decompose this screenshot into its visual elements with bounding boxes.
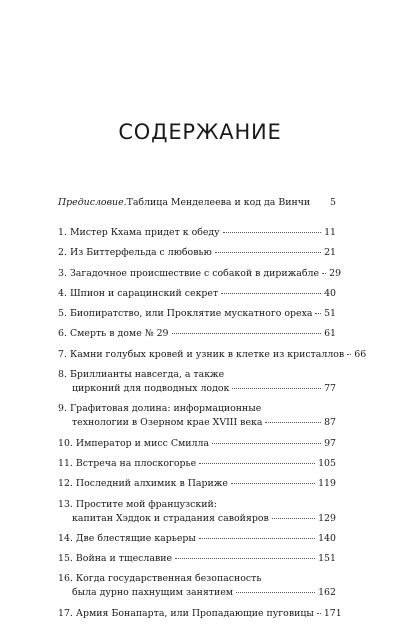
toc-entry-number: 11.	[58, 457, 73, 469]
toc-entry-number: 14.	[58, 532, 73, 544]
toc-entry-page: 87	[324, 417, 336, 429]
toc-entry-title: Загадочное происшествие с собакой в дирижабле	[69, 267, 320, 279]
toc-entry-page: 151	[318, 553, 336, 565]
toc-entry-line	[58, 267, 342, 281]
toc-entry-page: 11	[324, 227, 336, 238]
toc-entry-page: 171	[323, 607, 342, 619]
toc-entry-number: 7.	[58, 348, 67, 360]
dot-leader	[232, 388, 321, 389]
toc-entry-number: 3.	[58, 267, 67, 279]
toc-entry-page: 51	[324, 308, 336, 320]
toc-entry-title: Простите мой французский:	[75, 498, 217, 510]
dot-leader	[317, 613, 321, 614]
toc-entry-title: была дурно пахнущим занятием	[72, 587, 234, 599]
toc-entry-title: Армия Бонапарта, или Пропадающие пуговицы	[75, 607, 314, 619]
toc-entry-page: 129	[318, 512, 336, 524]
toc-entry-line	[58, 498, 336, 512]
preface-page: 5	[330, 197, 336, 208]
toc-entry	[58, 457, 336, 471]
preface-title: Таблица Менделеева и код да Винчи	[126, 197, 311, 208]
toc-preface	[58, 196, 336, 210]
toc-entry-line	[58, 477, 336, 491]
toc-entry-page: 162	[318, 587, 336, 599]
dot-leader	[212, 443, 321, 444]
toc-entry	[58, 246, 336, 260]
toc-entry-line	[58, 572, 336, 586]
toc-entry-line	[58, 607, 342, 621]
toc-entry-number: 4.	[58, 287, 67, 299]
toc-entry-number: 13.	[58, 498, 73, 510]
toc-entry-number: 1.	[58, 227, 67, 238]
toc-entry-number: 5.	[58, 308, 67, 320]
toc-list	[58, 226, 367, 627]
dot-leader	[265, 422, 321, 423]
toc-entry-line	[58, 437, 336, 451]
toc-entry	[58, 327, 336, 341]
toc-entry-title: Камни голубых кровей и узник в клетке из кристаллов	[69, 348, 345, 360]
dot-leader	[175, 558, 315, 559]
toc-entry	[58, 267, 342, 281]
toc-entry	[58, 477, 336, 491]
toc-entry-title: Война и тщеславие	[75, 553, 173, 565]
toc-entry-page: 119	[318, 478, 336, 490]
toc-entry-page: 29	[329, 267, 342, 279]
toc-entry	[58, 307, 336, 321]
toc-entry-page: 105	[318, 457, 336, 469]
toc-entry-number: 2.	[58, 247, 67, 259]
dot-leader	[215, 252, 321, 253]
toc-entry-title: Две блестящие карьеры	[75, 532, 196, 544]
toc-entry-line	[58, 382, 336, 396]
toc-entry-line	[58, 348, 367, 362]
toc-entry	[58, 532, 336, 546]
dot-leader	[347, 354, 351, 355]
toc-entry-title: Шпион и сарацинский секрет	[69, 287, 219, 299]
toc-entry-page: 140	[318, 532, 336, 544]
toc-entry-number: 10.	[58, 437, 73, 449]
toc-entry-line	[58, 586, 336, 600]
toc-entry-page: 21	[324, 247, 336, 259]
toc-entry-page: 40	[324, 287, 336, 299]
dot-leader	[199, 463, 315, 464]
toc-entry-title: Мистер Кхама придет к обеду	[69, 227, 220, 238]
toc-entry-number: 17.	[58, 607, 73, 619]
toc-entry-title: Император и мисс Смилла	[75, 437, 210, 449]
toc-entry	[58, 607, 342, 621]
toc-entry-title: Биопиратство, или Проклятие мускатного ореха	[69, 308, 313, 320]
dot-leader	[236, 592, 315, 593]
toc-entry	[58, 572, 336, 600]
toc-entry-title: Последний алхимик в Париже	[75, 478, 228, 490]
toc-entry-title: технологии в Озерном крае XVIII века	[72, 417, 263, 429]
toc-entry-title: цирконий для подводных лодок	[72, 383, 230, 395]
toc-entry-line	[58, 532, 336, 546]
page-title: СОДЕРЖАНИЕ	[118, 120, 282, 144]
toc-entry	[58, 368, 336, 396]
dot-leader	[231, 483, 315, 484]
preface-label: Предисловие.	[58, 197, 127, 208]
toc-entry-line	[58, 327, 336, 341]
toc-entry-line	[58, 246, 336, 260]
toc-entry-number: 15.	[58, 553, 73, 565]
toc-entry-line	[58, 457, 336, 471]
dot-leader	[322, 273, 326, 274]
dot-leader	[172, 333, 322, 334]
toc-entry-line	[58, 416, 336, 430]
toc-entry-page: 77	[324, 383, 336, 395]
dot-leader	[272, 518, 315, 519]
toc-entry	[58, 348, 367, 362]
toc-entry-page: 66	[354, 348, 367, 360]
toc-entry-title: Бриллианты навсегда, а также	[69, 369, 225, 381]
toc-entry	[58, 287, 336, 301]
toc-entry	[58, 552, 336, 566]
dot-leader	[315, 313, 321, 314]
toc-entry	[58, 402, 336, 430]
toc-entry-number: 8.	[58, 369, 67, 381]
dot-leader	[221, 293, 321, 294]
toc-entry-number: 9.	[58, 403, 67, 415]
toc-entry-line	[58, 307, 336, 321]
toc-entry-line	[58, 368, 336, 382]
dot-leader	[199, 538, 315, 539]
toc-entry-title: Смерть в доме № 29	[69, 328, 169, 340]
toc-entry-line	[58, 226, 336, 240]
toc-entry-line	[58, 402, 336, 416]
toc-entry-line	[58, 287, 336, 301]
toc-entry-title: капитан Хэддок и страдания савойяров	[72, 512, 269, 524]
toc-entry-page: 61	[324, 328, 336, 340]
dot-leader	[223, 232, 321, 233]
toc-entry-title: Из Биттерфельда с любовью	[69, 247, 212, 259]
toc-entry-line	[58, 512, 336, 526]
toc-entry	[58, 437, 336, 451]
toc-entry-title: Встреча на плоскогорье	[75, 457, 197, 469]
toc-entry-title: Графитовая долина: информационные	[69, 403, 262, 415]
toc-entry-number: 12.	[58, 478, 73, 490]
toc-entry-number: 16.	[58, 573, 73, 585]
toc-entry-page: 97	[324, 437, 336, 449]
toc-entry	[58, 498, 336, 526]
toc-entry	[58, 226, 336, 240]
toc-entry-number: 6.	[58, 328, 67, 340]
toc-entry-line	[58, 552, 336, 566]
toc-entry-title: Когда государственная безопасность	[75, 573, 262, 585]
